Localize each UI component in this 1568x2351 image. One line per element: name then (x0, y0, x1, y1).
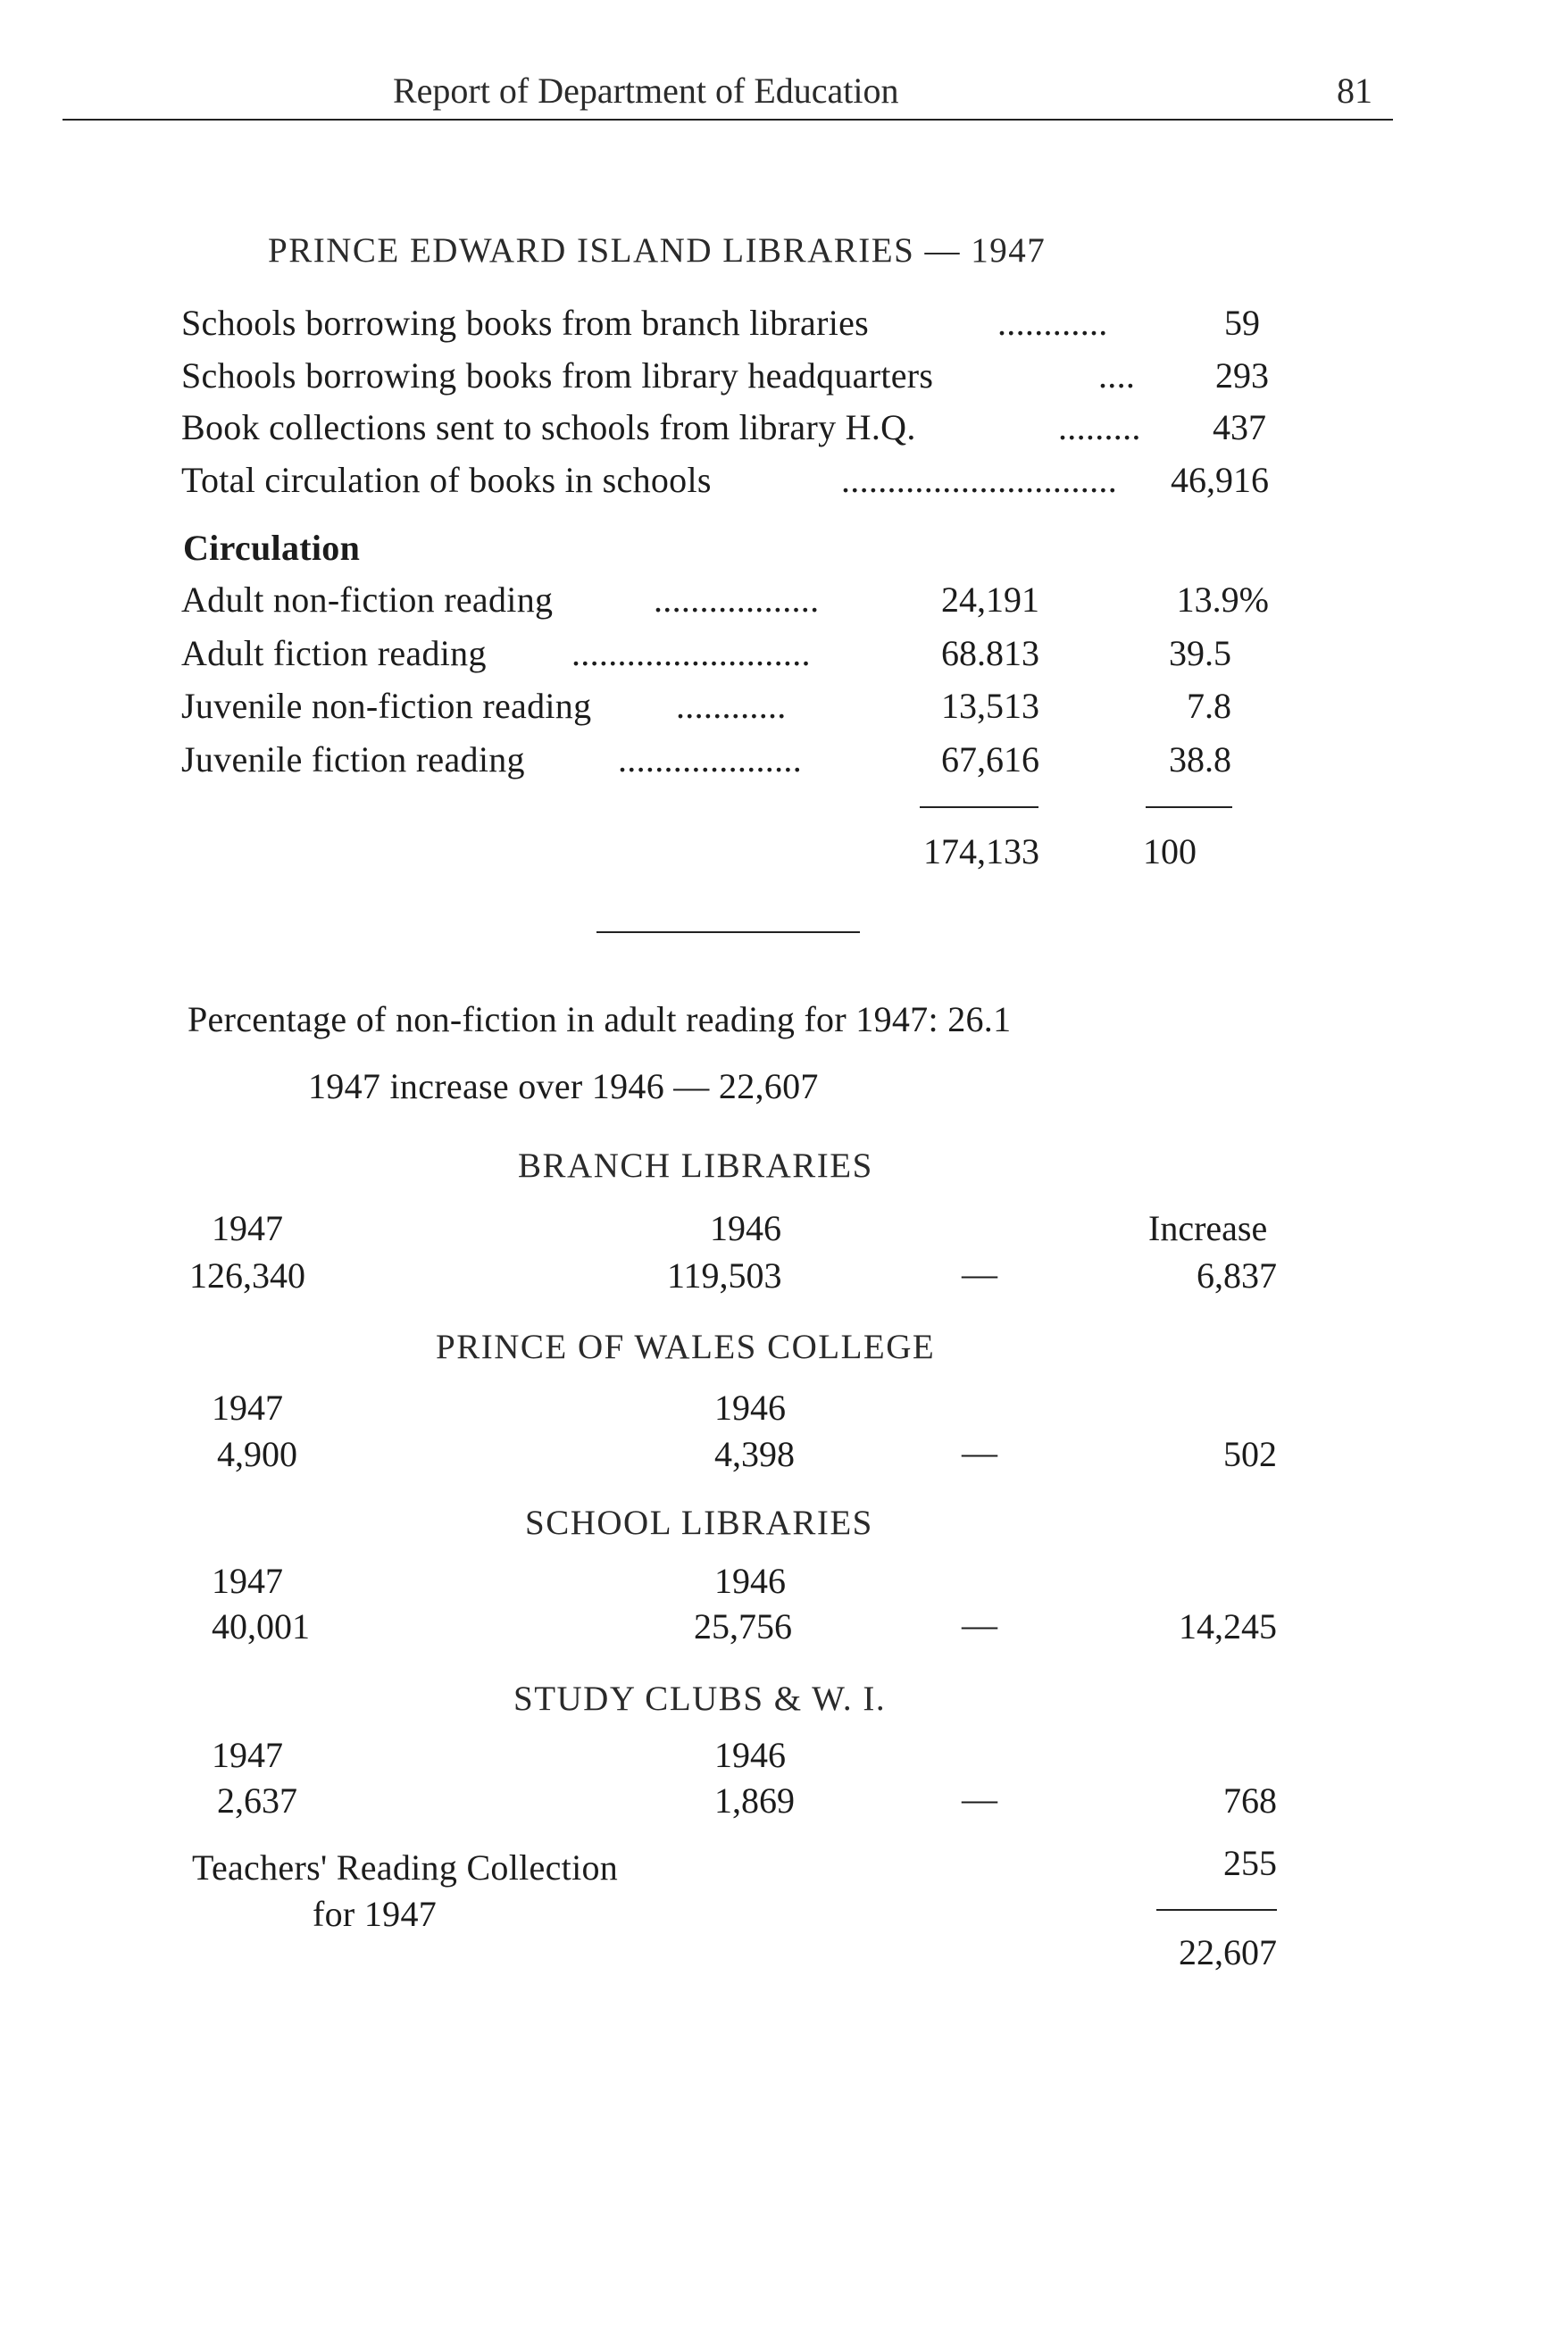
circulation-label: Adult non-fiction reading (181, 579, 554, 620)
year-1947: 1947 (212, 1208, 283, 1248)
circulation-count: 67,616 (941, 739, 1039, 779)
section-divider (596, 931, 860, 933)
increase-value: 14,245 (1179, 1606, 1277, 1647)
circulation-dots: .................. (654, 579, 820, 620)
section-title: SCHOOL LIBRARIES (525, 1504, 873, 1542)
header-rule (63, 119, 1393, 121)
circulation-count: 24,191 (941, 579, 1039, 620)
teachers-collection-label: Teachers' Reading Collection (192, 1847, 619, 1888)
summary-label: Schools borrowing books from library headquarters (181, 355, 934, 396)
circulation-total-percent: 100 (1143, 831, 1197, 871)
circulation-heading: Circulation (183, 528, 361, 568)
value-1947: 4,900 (217, 1434, 297, 1474)
value-1946: 4,398 (714, 1434, 795, 1474)
grand-total: 22,607 (1179, 1932, 1277, 1972)
year-1947: 1947 (212, 1735, 283, 1775)
summary-title: PRINCE EDWARD ISLAND LIBRARIES — 1947 (268, 231, 1047, 270)
summary-value: 293 (1215, 355, 1269, 396)
circulation-count: 68.813 (941, 633, 1039, 673)
summary-label: Book collections sent to schools from library H.Q. (181, 407, 916, 447)
dash: — (962, 1779, 997, 1819)
grand-total-rule (1156, 1909, 1277, 1911)
value-1946: 25,756 (694, 1606, 792, 1647)
summary-value: 46,916 (1171, 460, 1269, 500)
section-title: STUDY CLUBS & W. I. (513, 1680, 887, 1718)
nonfiction-percentage-note: Percentage of non-fiction in adult reading for 1947: 26.1 (188, 999, 1012, 1039)
dash: — (962, 1432, 997, 1472)
value-1946: 1,869 (714, 1780, 795, 1821)
circulation-dots: .......................... (571, 633, 811, 673)
count-total-rule (920, 806, 1038, 808)
percent-total-rule (1146, 806, 1232, 808)
increase-note: 1947 increase over 1946 — 22,607 (308, 1066, 819, 1106)
summary-dots: ............ (997, 303, 1108, 343)
teachers-collection-label-cont: for 1947 (313, 1894, 438, 1934)
summary-dots: ......... (1058, 407, 1141, 447)
summary-value: 59 (1224, 303, 1260, 343)
summary-dots: .............................. (841, 460, 1117, 500)
teachers-collection-value: 255 (1223, 1843, 1277, 1883)
year-1946: 1946 (714, 1561, 786, 1601)
circulation-label: Juvenile non-fiction reading (181, 686, 592, 726)
circulation-percent: 38.8 (1169, 739, 1231, 779)
circulation-percent: 7.8 (1187, 686, 1231, 726)
summary-value: 437 (1213, 407, 1266, 447)
dash: — (962, 1605, 997, 1645)
running-title: Report of Department of Education (393, 71, 899, 111)
value-1947: 126,340 (189, 1255, 305, 1296)
section-title: PRINCE OF WALES COLLEGE (436, 1328, 936, 1366)
value-1947: 40,001 (212, 1606, 310, 1647)
year-1946: 1946 (714, 1735, 786, 1775)
year-1946: 1946 (714, 1388, 786, 1428)
value-1947: 2,637 (217, 1780, 297, 1821)
section-title: BRANCH LIBRARIES (518, 1146, 873, 1185)
circulation-dots: ............ (676, 686, 787, 726)
increase-value: 768 (1223, 1780, 1277, 1821)
increase-value: 502 (1223, 1434, 1277, 1474)
value-1946: 119,503 (667, 1255, 782, 1296)
circulation-percent: 13.9% (1176, 579, 1269, 620)
circulation-total-count: 174,133 (923, 831, 1039, 871)
year-1947: 1947 (212, 1561, 283, 1601)
circulation-dots: .................... (618, 739, 802, 779)
circulation-count: 13,513 (941, 686, 1039, 726)
year-1947: 1947 (212, 1388, 283, 1428)
circulation-percent: 39.5 (1169, 633, 1231, 673)
increase-label: Increase (1148, 1208, 1268, 1248)
page-number: 81 (1337, 71, 1372, 111)
circulation-label: Adult fiction reading (181, 633, 487, 673)
summary-label: Schools borrowing books from branch libraries (181, 303, 870, 343)
increase-value: 6,837 (1197, 1255, 1277, 1296)
summary-dots: .... (1098, 355, 1136, 396)
circulation-label: Juvenile fiction reading (181, 739, 525, 779)
summary-label: Total circulation of books in schools (181, 460, 712, 500)
year-1946: 1946 (710, 1208, 781, 1248)
dash: — (962, 1254, 997, 1294)
